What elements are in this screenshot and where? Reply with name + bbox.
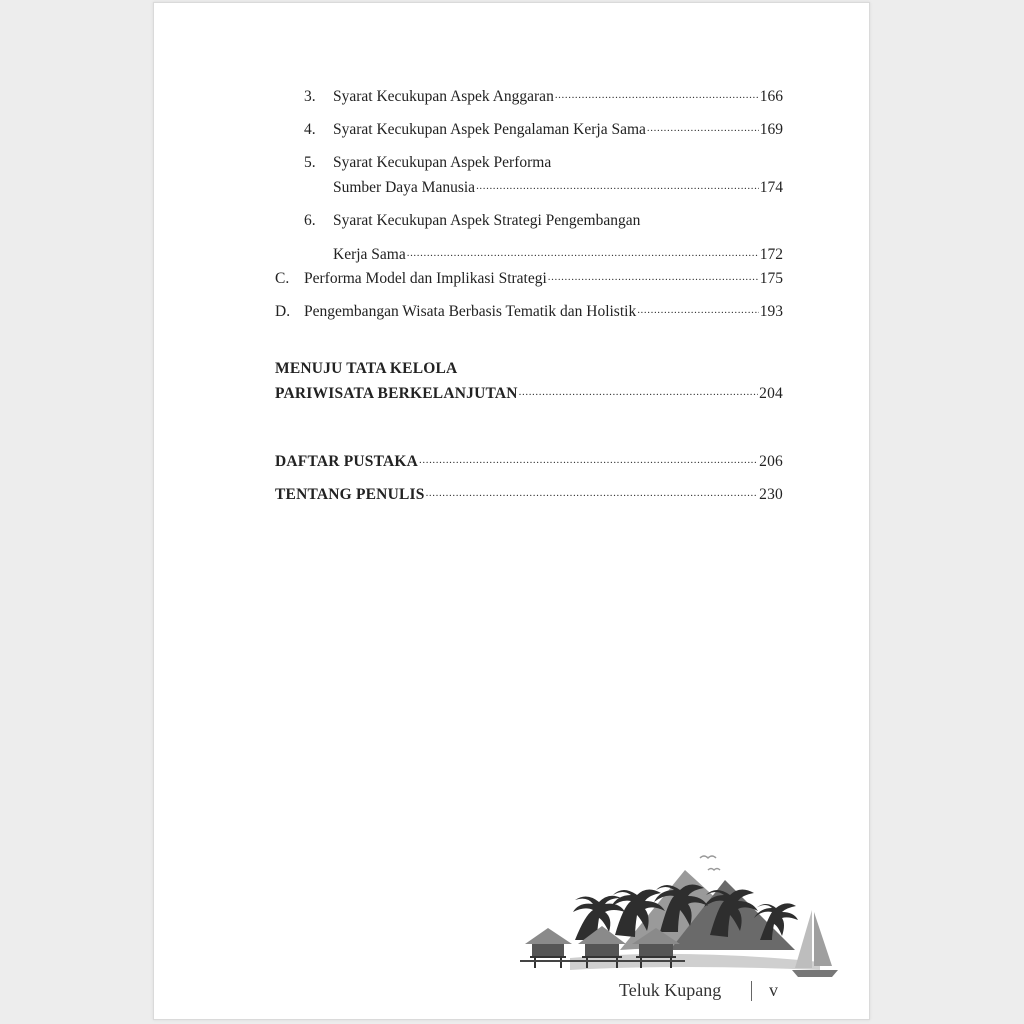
toc-leader-dots	[476, 180, 759, 192]
toc-entry-page: 174	[759, 179, 783, 196]
toc-entry-number: D.	[275, 303, 291, 320]
chapter-entry-daftar-pustaka[interactable]	[275, 453, 783, 471]
chapter-entry-tata-kelola[interactable]	[275, 385, 783, 403]
chapter-title: TENTANG PENULIS	[275, 486, 425, 503]
running-footer-book-title: Teluk Kupang	[619, 980, 722, 1000]
toc-entry-page: 193	[759, 303, 783, 320]
toc-entry-title: Syarat Kecukupan Aspek Pengalaman Kerja Sama	[333, 121, 646, 138]
toc-entry-title: Sumber Daya Manusia	[333, 179, 476, 196]
toc-entry-title: Syarat Kecukupan Aspek Anggaran	[333, 88, 554, 105]
toc-entry-6-first-line[interactable]	[304, 212, 640, 230]
toc-entry-title: Performa Model dan Implikasi Strategi	[304, 270, 547, 287]
toc-leader-dots	[519, 386, 758, 398]
toc-entry-number: C.	[275, 270, 290, 287]
chapter-title-line1: MENUJU TATA KELOLA	[275, 360, 458, 377]
toc-entry-page: 172	[759, 246, 783, 263]
toc-entry-number: 4.	[304, 121, 316, 138]
chapter-page: 206	[759, 453, 783, 470]
toc-leader-dots	[548, 271, 759, 283]
toc-entry-title: Kerja Sama	[333, 246, 406, 263]
toc-entry-title-line1: Syarat Kecukupan Aspek Strategi Pengembangan	[333, 212, 641, 229]
toc-leader-dots	[407, 247, 759, 259]
toc-entry-page: 169	[759, 121, 783, 138]
chapter-entry-tentang-penulis[interactable]	[275, 486, 783, 504]
toc-entry-page: 175	[759, 270, 783, 287]
toc-entry-6[interactable]	[333, 246, 783, 264]
toc-entry-number: 6.	[304, 212, 316, 229]
toc-entry-3[interactable]	[304, 88, 783, 106]
chapter-title: PARIWISATA BERKELANJUTAN	[275, 385, 518, 402]
toc-leader-dots	[419, 454, 758, 466]
chapter-page: 230	[759, 486, 783, 503]
toc-entry-c[interactable]	[275, 270, 783, 288]
toc-entry-4[interactable]	[304, 121, 783, 139]
footer-separator	[751, 981, 752, 1001]
page-number: v	[769, 980, 778, 1000]
toc-entry-title: Pengembangan Wisata Berbasis Tematik dan Holistik	[304, 303, 637, 320]
chapter-page: 204	[759, 385, 783, 402]
toc-leader-dots	[555, 89, 759, 101]
toc-leader-dots	[637, 304, 759, 316]
toc-leader-dots	[647, 122, 759, 134]
toc-entry-page: 166	[759, 88, 783, 105]
toc-entry-title-line1: Syarat Kecukupan Aspek Performa	[333, 154, 552, 171]
toc-entry-d[interactable]	[275, 303, 783, 321]
toc-leader-dots	[426, 487, 759, 499]
chapter-title: DAFTAR PUSTAKA	[275, 453, 419, 470]
tropical-island-illustration-icon	[520, 840, 850, 980]
toc-entry-5[interactable]	[333, 179, 783, 197]
toc-entry-number: 3.	[304, 88, 316, 105]
toc-entry-number: 5.	[304, 154, 316, 171]
toc-entry-5-first-line[interactable]	[304, 154, 551, 172]
chapter-entry-first-line[interactable]	[275, 360, 457, 378]
